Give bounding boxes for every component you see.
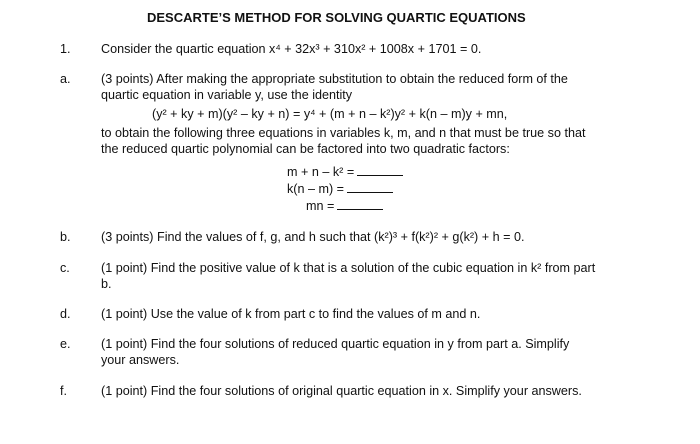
- part-c-line-1: (1 point) Find the positive value of k that is a solution of the cubic equation in k² from part: [101, 261, 596, 275]
- equation-1-text: m + n – k² =: [287, 165, 355, 179]
- part-a-line-3: to obtain the following three equations in variables k, m, and n that must be true so that: [101, 126, 586, 140]
- equation-3-text: mn =: [306, 199, 335, 213]
- part-a-line-4: the reduced quartic polynomial can be factored into two quadratic factors:: [101, 142, 510, 156]
- part-e-label: e.: [60, 337, 71, 351]
- page-title: DESCARTE’S METHOD FOR SOLVING QUARTIC EQUATIONS: [147, 10, 526, 25]
- identity-equation: (y² + ky + m)(y² – ky + n) = y⁴ + (m + n – k²)y² + k(n – m)y + mn,: [152, 107, 508, 121]
- part-b-label: b.: [60, 230, 71, 244]
- part-f-line-1: (1 point) Find the four solutions of original quartic equation in x. Simplify your answers.: [101, 384, 582, 398]
- equation-2-blank: [347, 181, 393, 193]
- part-d-line-1: (1 point) Use the value of k from part c to find the values of m and n.: [101, 307, 481, 321]
- problem-statement: Consider the quartic equation x⁴ + 32x³ + 310x² + 1008x + 1701 = 0.: [101, 42, 482, 56]
- part-d-label: d.: [60, 307, 71, 321]
- part-a-line-1: (3 points) After making the appropriate substitution to obtain the reduced form of the: [101, 72, 568, 86]
- equation-2: [287, 181, 393, 196]
- part-f-label: f.: [60, 384, 67, 398]
- part-c-line-2: b.: [101, 277, 112, 291]
- equation-2-text: k(n – m) =: [287, 182, 345, 196]
- problem-number: 1.: [60, 42, 71, 56]
- part-a-label: a.: [60, 72, 71, 86]
- part-c-label: c.: [60, 261, 70, 275]
- part-e-line-1: (1 point) Find the four solutions of reduced quartic equation in y from part a. Simplify: [101, 337, 570, 351]
- part-b-line-1: (3 points) Find the values of f, g, and h such that (k²)³ + f(k²)² + g(k²) + h = 0.: [101, 230, 525, 244]
- part-e-line-2: your answers.: [101, 353, 180, 367]
- equation-1: [287, 164, 403, 179]
- equation-3: [306, 198, 383, 213]
- part-a-line-2: quartic equation in variable y, use the identity: [101, 88, 353, 102]
- equation-3-blank: [337, 198, 383, 210]
- equation-1-blank: [357, 164, 403, 176]
